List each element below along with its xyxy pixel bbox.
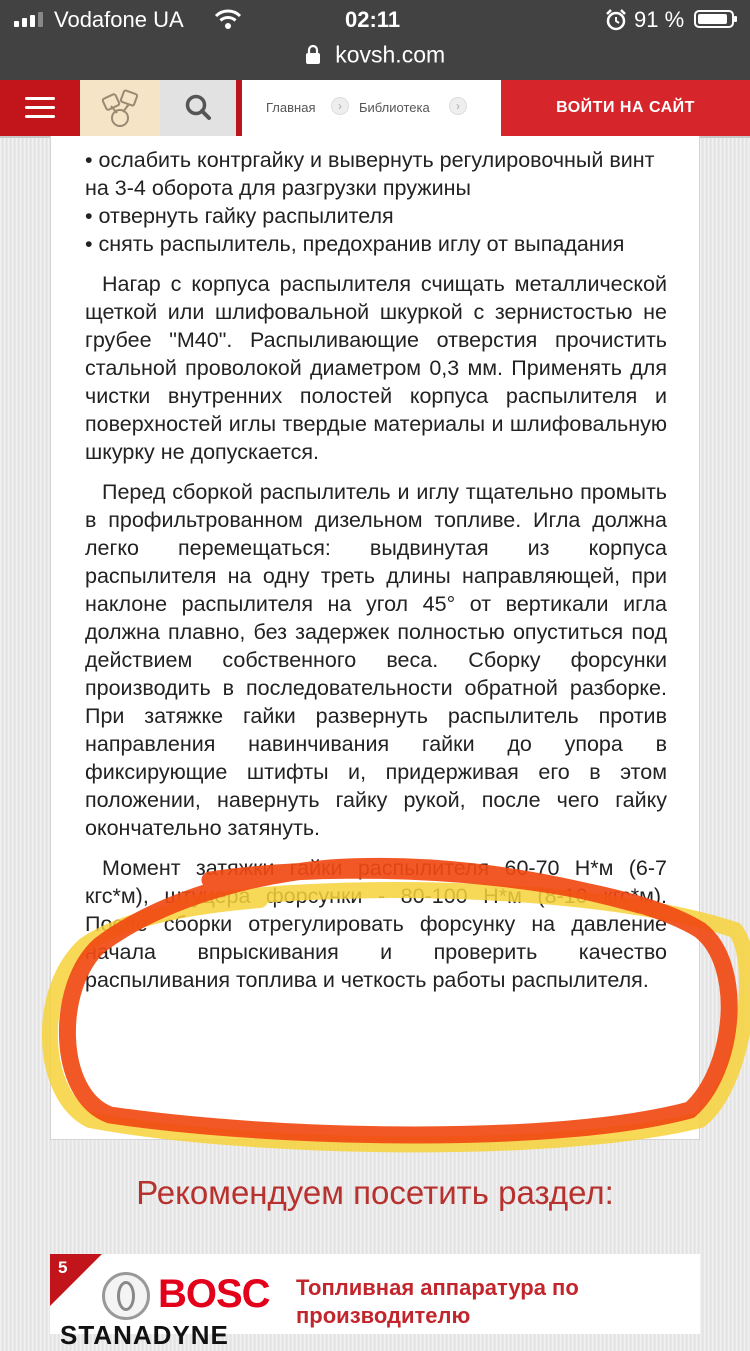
search-icon xyxy=(160,80,236,136)
brand-logo-text: BOSC xyxy=(158,1272,270,1316)
recommend-card[interactable] xyxy=(50,1254,700,1350)
clock: 02:11 xyxy=(345,7,401,32)
pistons-logo-icon xyxy=(80,80,160,136)
carrier-name: Vodafone UA xyxy=(54,7,184,32)
article-paragraph: Перед сборкой распылитель и иглу тщательно промыть в профильтрованном дизельном топливе. Игла должна легко перемещаться: выдвинутая из корпуса распылителя на одну треть длины направляющей, при наклоне распылителя на угол 45° от вертикали игла должна плавно, без задержек полностью опуститься под действием собственного веса. Сборку форсунки производить в последовательности обратной разборке. При затяжке гайки развернуть распылитель против направления навинчивания гайки до упора в фиксирующие штифты и, придерживая его в этом положении, навернуть гайку рукой, после чего гайку окончательно затянуть. xyxy=(85,480,667,840)
address-bar[interactable] xyxy=(0,40,750,80)
url-text: kovsh.com xyxy=(335,41,446,68)
site-header xyxy=(0,80,750,138)
system-bar xyxy=(0,0,750,80)
search-button[interactable] xyxy=(160,80,236,136)
breadcrumb xyxy=(242,80,500,136)
article-body xyxy=(85,136,667,994)
brand-logo-text-2: STANADYNE xyxy=(60,1320,229,1350)
ribbon-badge-number: 5 xyxy=(58,1258,68,1277)
hamburger-menu-button[interactable] xyxy=(0,80,80,136)
login-button[interactable]: ВОЙТИ НА САЙТ xyxy=(501,80,750,136)
article-paragraph-torque: Момент затяжки гайки распылителя 60-70 Н*м (6-7 кгс*м), штуцера форсунки - 80-100 Н*м (8-10 кгс*м). После сборки отрегулировать форсунку на давление начала впрыскивания и проверить качество распыливания топлива и четкость работы распылителя. xyxy=(85,856,667,992)
recommend-card-title[interactable]: Топливная аппаратура по производителю xyxy=(296,1275,579,1328)
battery-level xyxy=(698,14,727,24)
bullet-item: • ослабить контргайку и вывернуть регулировочный винт на 3-4 оборота для разгрузки пружины xyxy=(85,148,655,200)
signal-icon xyxy=(14,12,43,27)
battery-percent: 91 % xyxy=(634,7,685,32)
bullet-item: • снять распылитель, предохранив иглу от выпадания xyxy=(85,232,625,256)
alarm-clock-icon xyxy=(604,8,628,32)
lock-icon xyxy=(305,45,321,65)
site-logo[interactable] xyxy=(80,80,160,136)
status-bar xyxy=(0,0,750,40)
article-paragraph: Нагар с корпуса распылителя счищать металлической щеткой или шлифовальной шкуркой с зернистостью не грубее "М40". Распыливающие отверстия прочистить стальной проволокой диаметром 0,3 мм. Применять для чистки внутренних полостей корпуса распылителя и поверхностей иглы твердые материалы и шлифовальную шкурку не допускается. xyxy=(85,272,667,464)
article-card xyxy=(50,136,700,1140)
bullet-item: • отвернуть гайку распылителя xyxy=(85,204,394,228)
wifi-icon xyxy=(214,8,242,30)
chevron-right-icon: › xyxy=(449,97,467,115)
breadcrumb-home[interactable]: Главная xyxy=(266,100,316,115)
chevron-right-icon: › xyxy=(331,97,349,115)
bosch-emblem-icon xyxy=(102,1272,150,1320)
breadcrumb-library[interactable]: Библиотека xyxy=(359,100,430,115)
battery-icon xyxy=(694,10,734,28)
recommend-heading: Рекомендуем посетить раздел: xyxy=(136,1174,614,1211)
